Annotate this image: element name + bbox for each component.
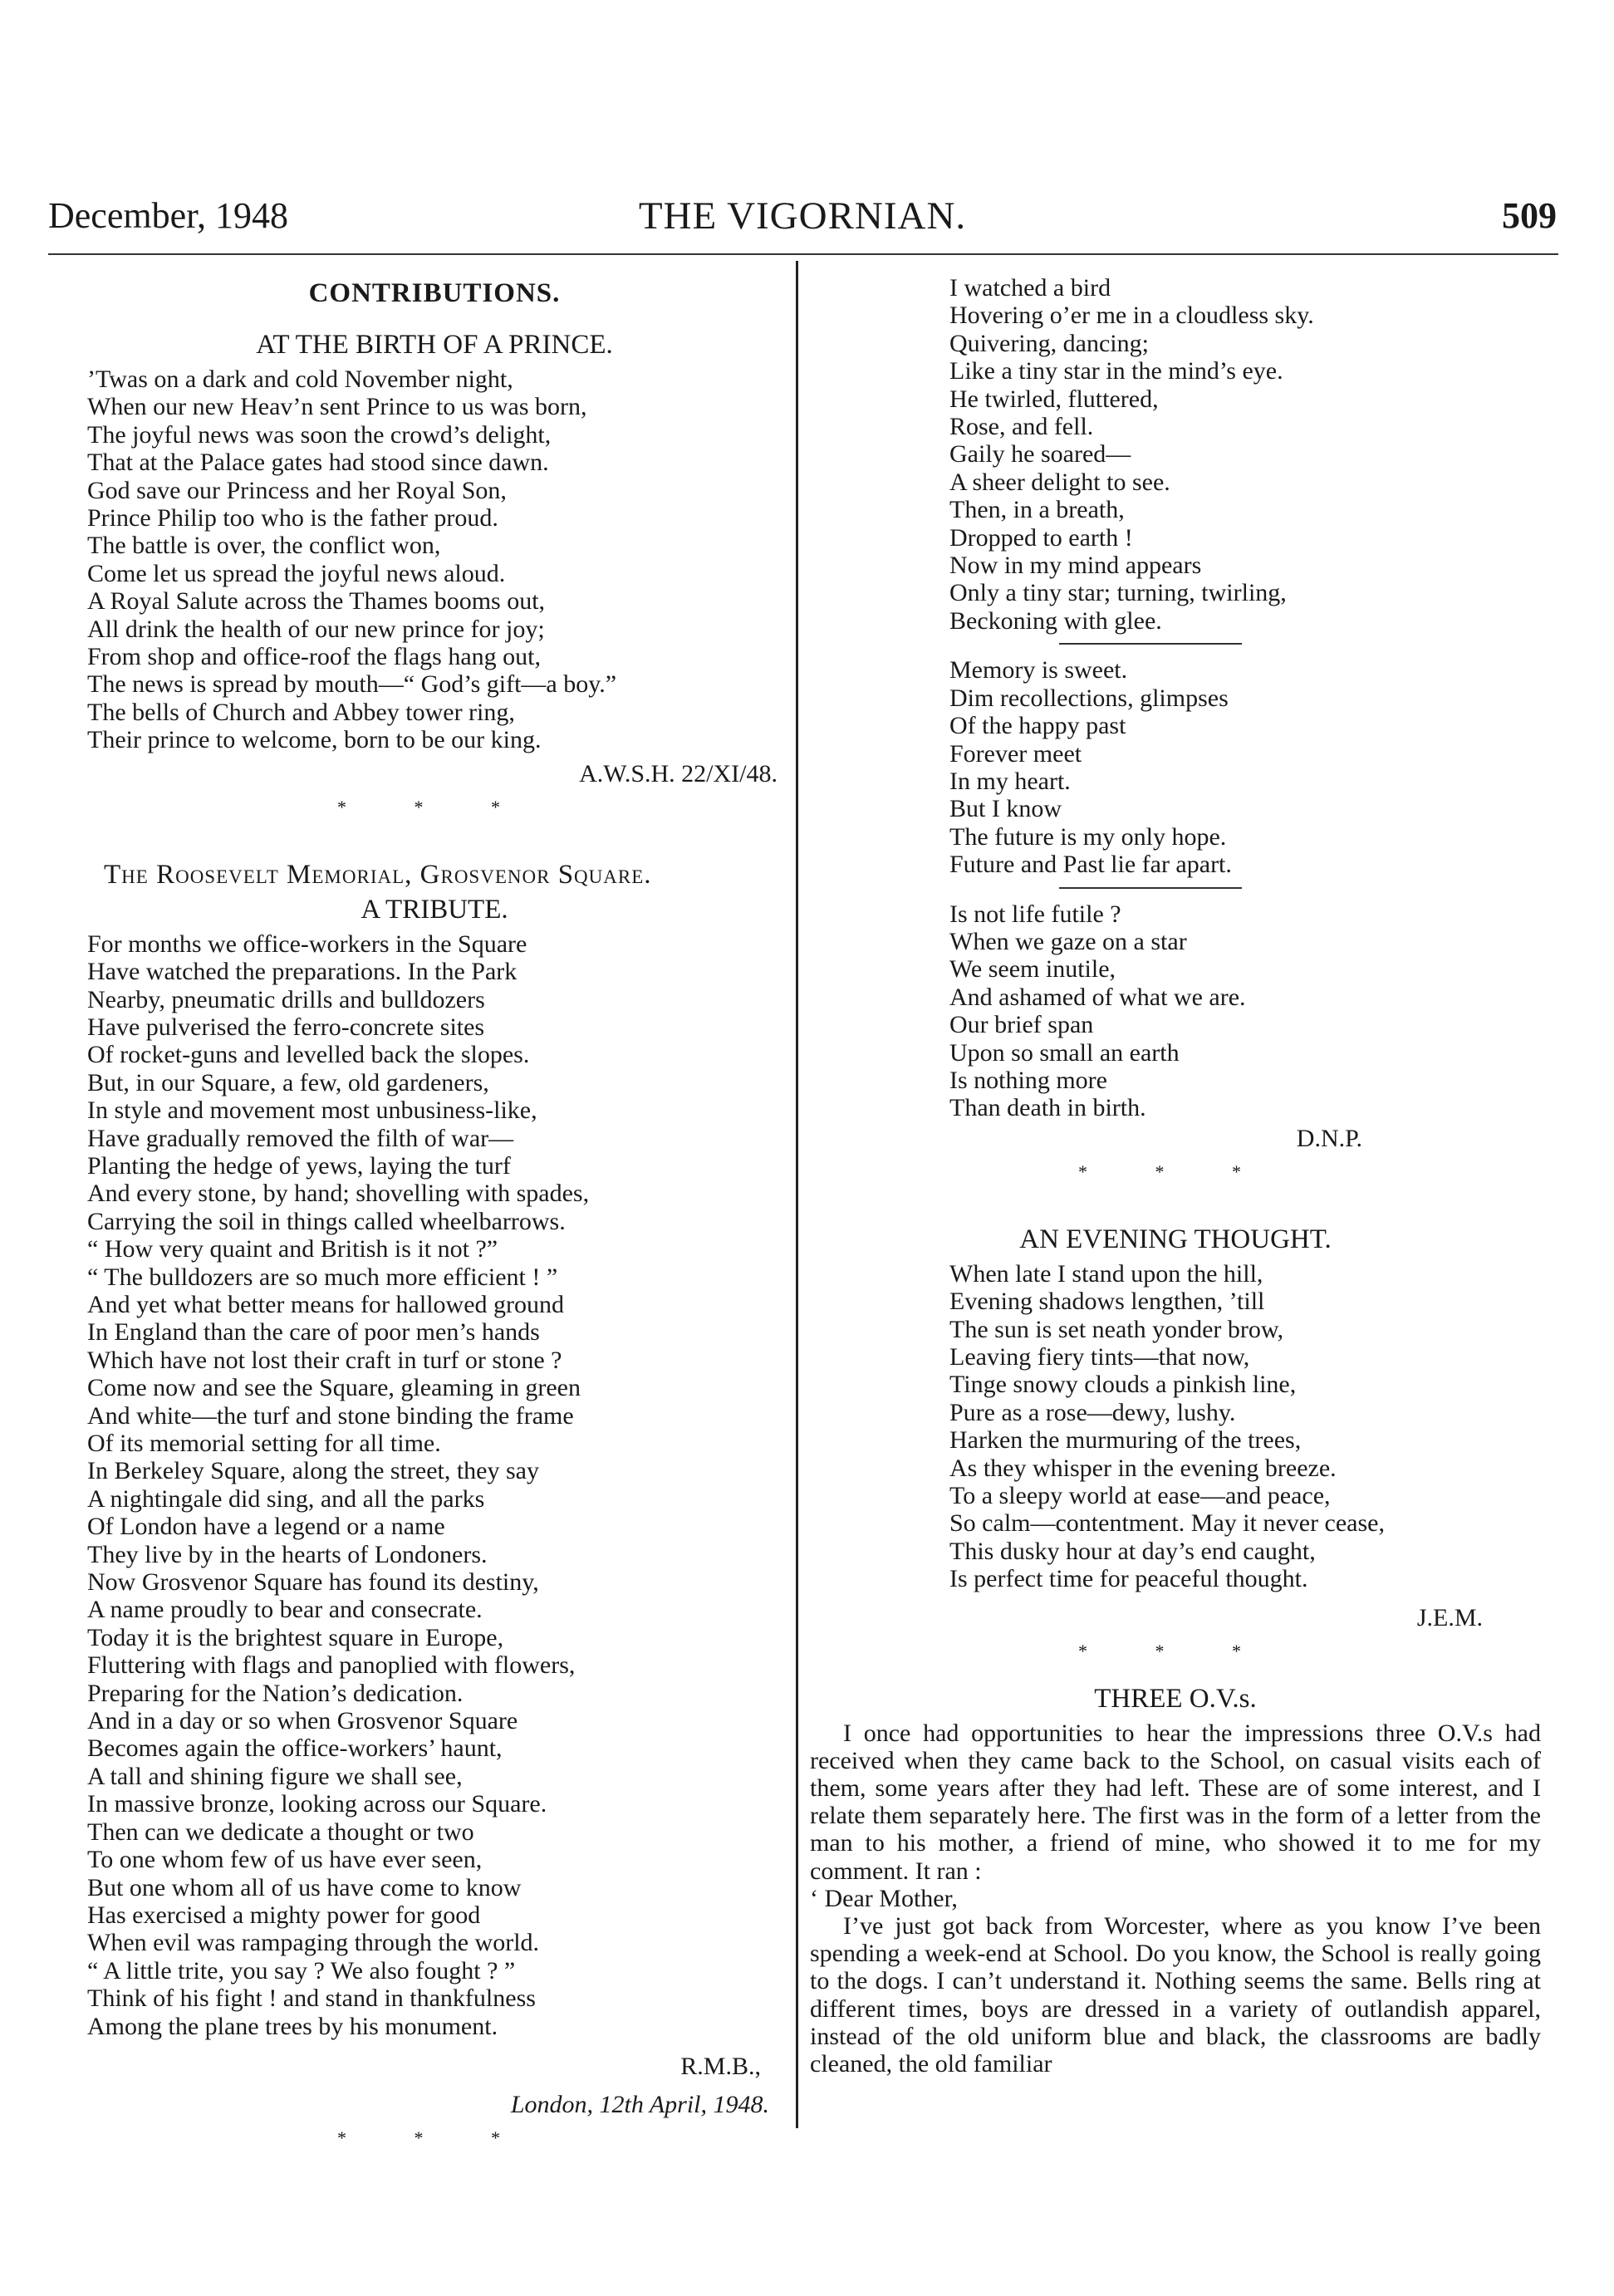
verse-line: Only a tiny star; turning, twirling, <box>949 579 1287 607</box>
verse-line: ’Twas on a dark and cold November night, <box>87 365 513 393</box>
verse-line: Now in my mind appears <box>949 552 1202 580</box>
verse-line: Memory is sweet. <box>949 656 1128 684</box>
verse-line: Of its memorial setting for all time. <box>87 1430 441 1457</box>
column-divider <box>796 261 798 2128</box>
verse-line: All drink the health of our new prince for joy; <box>87 615 545 643</box>
poem-title: A TRIBUTE. <box>361 894 508 925</box>
verse-line: In England than the care of poor men’s hands <box>87 1318 540 1347</box>
verse-line: The bells of Church and Abbey tower ring, <box>87 698 515 726</box>
verse-line: Tinge snowy clouds a pinkish line, <box>949 1371 1297 1399</box>
verse-line: The battle is over, the conflict won, <box>87 532 441 560</box>
separator-stars: * * * <box>1078 1640 1273 1661</box>
verse-line: “ How very quaint and British is it not ?” <box>87 1235 498 1263</box>
verse-line: Have watched the preparations. In the Park <box>87 958 518 986</box>
article-body <box>810 1720 1541 2078</box>
verse-line: Among the plane trees by his monument. <box>87 2012 498 2040</box>
poem-birth-of-prince <box>87 365 782 754</box>
verse-line: Of London have a legend or a name <box>87 1513 445 1541</box>
signature: D.N.P. <box>1296 1124 1362 1152</box>
poem-bird-stanza-2 <box>949 656 1541 878</box>
verse-line: And in a day or so when Grosvenor Square <box>87 1707 518 1735</box>
verse-line: Preparing for the Nation’s dedication. <box>87 1679 464 1707</box>
verse-line: “ A little trite, you say ? We also fought ? ” <box>87 1956 516 1984</box>
verse-line: God save our Princess and her Royal Son, <box>87 476 507 504</box>
verse-line: A tall and shining figure we shall see, <box>87 1762 463 1790</box>
verse-line: Is not life futile ? <box>949 900 1121 928</box>
verse-line: But one whom all of us have come to know <box>87 1873 522 1901</box>
verse-line: To one whom few of us have ever seen, <box>87 1846 483 1874</box>
verse-line: For months we office-workers in the Square <box>87 930 527 958</box>
poem-evening-thought <box>949 1260 1541 1593</box>
verse-line: In massive bronze, looking across our Square. <box>87 1790 547 1818</box>
verse-line: When we gaze on a star <box>949 927 1187 955</box>
header-rule <box>48 253 1558 255</box>
verse-line: As they whisper in the evening breeze. <box>949 1454 1337 1482</box>
verse-line: Carrying the soil in things called wheelbarrows. <box>87 1207 566 1235</box>
verse-line: He twirled, fluttered, <box>949 385 1159 413</box>
verse-line: Have gradually removed the filth of war— <box>87 1124 514 1152</box>
verse-line: Beckoning with glee. <box>949 606 1162 635</box>
verse-line: From shop and office-roof the flags hang out, <box>87 643 541 671</box>
verse-line: Today it is the brightest square in Europe, <box>87 1623 504 1651</box>
verse-line: And ashamed of what we are. <box>949 983 1246 1011</box>
verse-line: Is perfect time for peaceful thought. <box>949 1565 1308 1593</box>
verse-line: Hovering o’er me in a cloudless sky. <box>949 302 1314 330</box>
running-header <box>48 193 1557 246</box>
verse-line: Becomes again the office-workers’ haunt, <box>87 1734 503 1763</box>
verse-line: A nightingale did sing, and all the parks <box>87 1484 485 1513</box>
verse-line: Forever meet <box>949 739 1082 768</box>
verse-line: When evil was rampaging through the world. <box>87 1929 540 1957</box>
paragraph: I’ve just got back from Worcester, where as you know I’ve been spending a week-end at School. Do you know, the School is really going to the dogs. I can’t understand it. Nothing seems the same. Bells ring at different times, boys are dressed in a variety of outlandish apparel, instead of the old uniform blue and black, the classrooms are badly cleaned, the old familiar <box>810 1912 1541 2078</box>
verse-line: They live by in the hearts of Londoners. <box>87 1540 488 1568</box>
salutation: ‘ Dear Mother, <box>810 1884 958 1912</box>
verse-line: Has exercised a mighty power for good <box>87 1901 481 1929</box>
verse-line: Evening shadows lengthen, ’till <box>949 1288 1265 1316</box>
verse-line: Nearby, pneumatic drills and bulldozers <box>87 985 485 1013</box>
verse-line: Pure as a rose—dewy, lushy. <box>949 1398 1236 1426</box>
verse-line: Have pulverised the ferro-concrete sites <box>87 1013 485 1041</box>
stanza-rule <box>1059 887 1242 889</box>
verse-line: That at the Palace gates had stood since dawn. <box>87 449 549 477</box>
verse-line: Quivering, dancing; <box>949 329 1149 357</box>
left-column <box>87 274 782 2155</box>
verse-line: Planting the hedge of yews, laying the turf <box>87 1151 511 1180</box>
verse-line: Dropped to earth ! <box>949 523 1133 552</box>
verse-line: A name proudly to bear and consecrate. <box>87 1596 483 1624</box>
verse-line: And every stone, by hand; shovelling with spades, <box>87 1180 590 1208</box>
verse-line: Come let us spread the joyful news aloud. <box>87 559 506 587</box>
verse-line: The news is spread by mouth—“ God’s gift—a boy.” <box>87 670 617 699</box>
verse-line: Now Grosvenor Square has found its destiny, <box>87 1568 539 1597</box>
verse-line: Our brief span <box>949 1011 1094 1039</box>
poem-bird-stanza-3 <box>949 900 1541 1122</box>
verse-line: Future and Past lie far apart. <box>949 851 1232 879</box>
verse-line: The sun is set neath yonder brow, <box>949 1315 1284 1343</box>
verse-line: And white—the turf and stone binding the frame <box>87 1401 574 1430</box>
verse-line: Then, in a breath, <box>949 496 1125 524</box>
verse-line: When late I stand upon the hill, <box>949 1259 1263 1288</box>
verse-line: Like a tiny star in the mind’s eye. <box>949 357 1283 385</box>
page-number: 509 <box>1502 195 1557 236</box>
verse-line: In my heart. <box>949 767 1071 795</box>
verse-line: Of rocket-guns and levelled back the slopes. <box>87 1041 530 1069</box>
verse-line: The joyful news was soon the crowd’s delight, <box>87 420 552 449</box>
verse-line: In style and movement most unbusiness-like, <box>87 1096 537 1125</box>
separator-stars: * * * <box>1078 1160 1273 1182</box>
verse-line: To a sleepy world at ease—and peace, <box>949 1482 1331 1510</box>
verse-line: A sheer delight to see. <box>949 468 1170 496</box>
poem-title: AN EVENING THOUGHT. <box>1019 1224 1332 1254</box>
poem-tribute <box>87 930 782 2040</box>
verse-line: Upon so small an earth <box>949 1038 1180 1067</box>
verse-line: The future is my only hope. <box>949 822 1227 851</box>
journal-title: THE VIGORNIAN. <box>638 194 967 238</box>
verse-line: Fluttering with flags and panoplied with flowers, <box>87 1651 576 1680</box>
verse-line: “ The bulldozers are so much more efficient ! ” <box>87 1263 558 1291</box>
stanza-rule <box>1059 643 1242 645</box>
separator-stars: * * * <box>337 2127 532 2148</box>
verse-line: Is nothing more <box>949 1066 1107 1094</box>
verse-line: In Berkeley Square, along the street, they say <box>87 1457 539 1485</box>
poem-title: AT THE BIRTH OF A PRINCE. <box>256 330 613 360</box>
verse-line: Of the happy past <box>949 712 1126 740</box>
verse-line: Come now and see the Square, gleaming in green <box>87 1374 581 1402</box>
section-heading: CONTRIBUTIONS. <box>308 278 561 308</box>
verse-line: Leaving fiery tints—that now, <box>949 1343 1250 1371</box>
verse-line: Think of his fight ! and stand in thankfulness <box>87 1984 536 2013</box>
verse-line: Harken the murmuring of the trees, <box>949 1426 1302 1455</box>
signature: R.M.B., <box>680 2052 761 2080</box>
separator-stars: * * * <box>337 796 532 817</box>
verse-line: Prince Philip too who is the father proud. <box>87 504 498 532</box>
verse-line: Then can we dedicate a thought or two <box>87 1818 474 1846</box>
poem-bird-stanza-1 <box>949 274 1541 635</box>
verse-line: And yet what better means for hallowed ground <box>87 1290 564 1318</box>
verse-line: We seem inutile, <box>949 955 1116 984</box>
signature: A.W.S.H. 22/XI/48. <box>579 759 778 787</box>
verse-line: Than death in birth. <box>949 1094 1146 1122</box>
signature: J.E.M. <box>1416 1603 1483 1631</box>
place-date: London, 12th April, 1948. <box>510 2090 769 2118</box>
poem-location: The Roosevelt Memorial, Grosvenor Square. <box>104 859 652 890</box>
verse-line: So calm—contentment. May it never cease, <box>949 1509 1385 1538</box>
verse-line: Their prince to welcome, born to be our king. <box>87 726 542 754</box>
verse-line: Dim recollections, glimpses <box>949 684 1229 712</box>
right-column <box>810 274 1541 2078</box>
verse-line: Rose, and fell. <box>949 413 1094 441</box>
verse-line: When our new Heav’n sent Prince to us was born, <box>87 393 587 421</box>
verse-line: This dusky hour at day’s end caught, <box>949 1537 1316 1565</box>
verse-line: But, in our Square, a few, old gardeners, <box>87 1068 489 1096</box>
verse-line: Which have not lost their craft in turf or stone ? <box>87 1346 562 1374</box>
paragraph: I once had opportunities to hear the impressions three O.V.s had received when they came back to the School, on casual visits each of them, some years after they had left. These are of some interest, and I relate them separately here. The first was in the form of a letter from the man to his mother, a friend of mine, who showed it to me for my comment. It ran : <box>810 1719 1541 1885</box>
issue-date: December, 1948 <box>48 195 289 236</box>
article-title: THREE O.V.s. <box>1094 1683 1257 1714</box>
verse-line: Gaily he soared— <box>949 440 1131 469</box>
verse-line: I watched a bird <box>949 274 1111 302</box>
verse-line: A Royal Salute across the Thames booms out, <box>87 587 546 616</box>
verse-line: But I know <box>949 795 1062 823</box>
